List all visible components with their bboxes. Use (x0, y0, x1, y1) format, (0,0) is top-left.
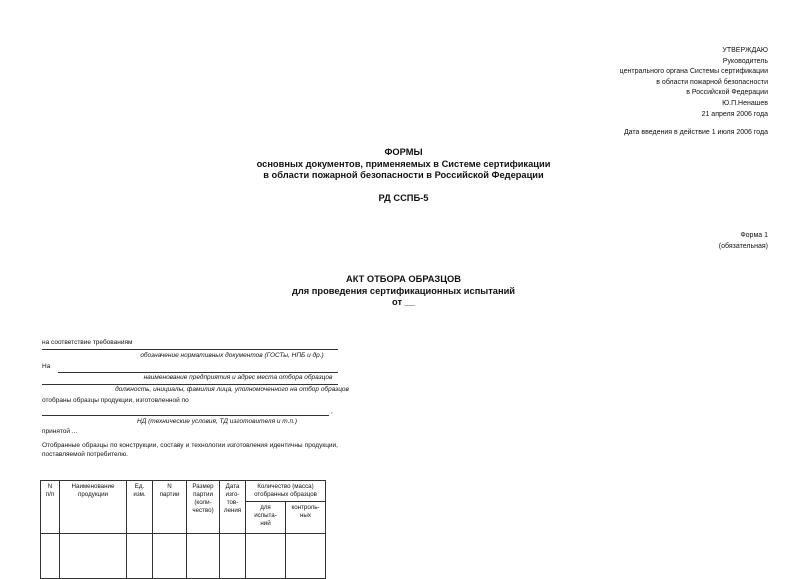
header-text: продукции (78, 491, 108, 498)
header-text: ных (300, 512, 311, 519)
header-unit (127, 481, 153, 534)
header-text: для (260, 504, 271, 511)
table-cell (286, 534, 326, 579)
header-text: Количество (масса) (257, 483, 314, 490)
table-cell (60, 534, 127, 579)
header-text: тов- (226, 499, 239, 506)
header-text: чество) (192, 507, 214, 514)
header-qty-control (286, 502, 326, 534)
selected-label: отобраны образцы продукции, изготовленной по (42, 397, 189, 404)
title-line: в области пожарной безопасности в Российской Федерации (263, 170, 544, 180)
enterprise-hint: наименование предприятия и адрес места отбора образцов (143, 374, 333, 381)
title-line: ФОРМЫ (384, 147, 423, 157)
header-text: ления (223, 507, 242, 514)
header-text: партии (159, 491, 180, 498)
form-status: (обязательная) (718, 242, 768, 250)
header-size (187, 481, 220, 534)
approval-line: в области пожарной безопасности (656, 78, 768, 86)
at-label: На (42, 363, 51, 370)
normative-docs-hint: обозначение нормативных документов (ГОСТы, НПБ и др.) (140, 352, 324, 359)
header-text: Дата (225, 483, 240, 490)
header-text: N (167, 483, 172, 490)
form-number-block (648, 231, 768, 252)
header-text: отобранных образцов (254, 491, 317, 498)
approval-line: Ю.П.Ненашев (722, 99, 768, 107)
approval-line: Руководитель (722, 57, 768, 65)
header-text: изго- (225, 491, 240, 498)
person-line (42, 384, 338, 385)
header-text: п/п (45, 491, 55, 498)
header-text: ний (260, 520, 271, 527)
header-text: испыта- (254, 512, 277, 519)
effective-date: Дата введения в действие 1 июля 2006 года (623, 129, 768, 136)
header-qty (246, 481, 326, 502)
form-number: Форма 1 (740, 232, 768, 239)
approval-line: УТВЕРЖДАЮ (722, 47, 768, 54)
header-text: Наименование (71, 483, 115, 490)
table-cell (220, 534, 246, 579)
header-batch (153, 481, 187, 534)
compliance-label: на соответствие требованиям (42, 339, 133, 346)
table-cell (127, 534, 153, 579)
table-cell (41, 534, 60, 579)
approval-line: в Российской Федерации (686, 89, 768, 97)
header-text: изм. (133, 491, 146, 498)
note-text: Отобранные образцы по конструкции, составу и технологии изготовления идентичны продукции, поставляемой потребителю. (42, 442, 338, 458)
header-text: контроль- (291, 504, 320, 511)
act-date: от __ (392, 297, 415, 307)
compliance-line (42, 349, 338, 350)
table-cell (153, 534, 187, 579)
approval-block (508, 46, 768, 120)
approval-line: центрального органа Системы сертификации (619, 68, 768, 76)
table-cell (246, 534, 286, 579)
header-text: Размер (192, 483, 214, 490)
header-text: партии (193, 491, 213, 498)
accepted-label: принятой ... (42, 428, 78, 435)
enterprise-line (58, 372, 338, 373)
title-line: основных документов, применяемых в Системе сертификации (256, 158, 551, 169)
samples-table (40, 480, 326, 579)
nd-line (42, 415, 329, 416)
document-title (0, 147, 807, 182)
person-hint: должность, инициалы, фамилия лица, уполномоченного на отбор образцов (115, 386, 349, 393)
header-name (60, 481, 127, 534)
header-qty-test (246, 502, 286, 534)
document-code: РД ССПБ-5 (378, 193, 429, 203)
nd-hint: НД (технические условия, ТД изготовителя и т.п.) (137, 418, 297, 425)
comma: , (331, 408, 333, 415)
approval-line: 21 апреля 2006 года (701, 110, 768, 118)
header-text: N (47, 483, 53, 490)
act-title: АКТ ОТБОРА ОБРАЗЦОВ (346, 274, 461, 284)
header-text: (коли- (194, 499, 212, 506)
table-cell (187, 534, 220, 579)
header-date (220, 481, 246, 534)
act-title-block (0, 274, 807, 309)
table-row (41, 534, 326, 579)
header-num (41, 481, 60, 534)
act-subtitle: для проведения сертификационных испытаний (291, 285, 516, 296)
header-text: Ед. (134, 483, 145, 490)
table-header-row (41, 481, 326, 502)
